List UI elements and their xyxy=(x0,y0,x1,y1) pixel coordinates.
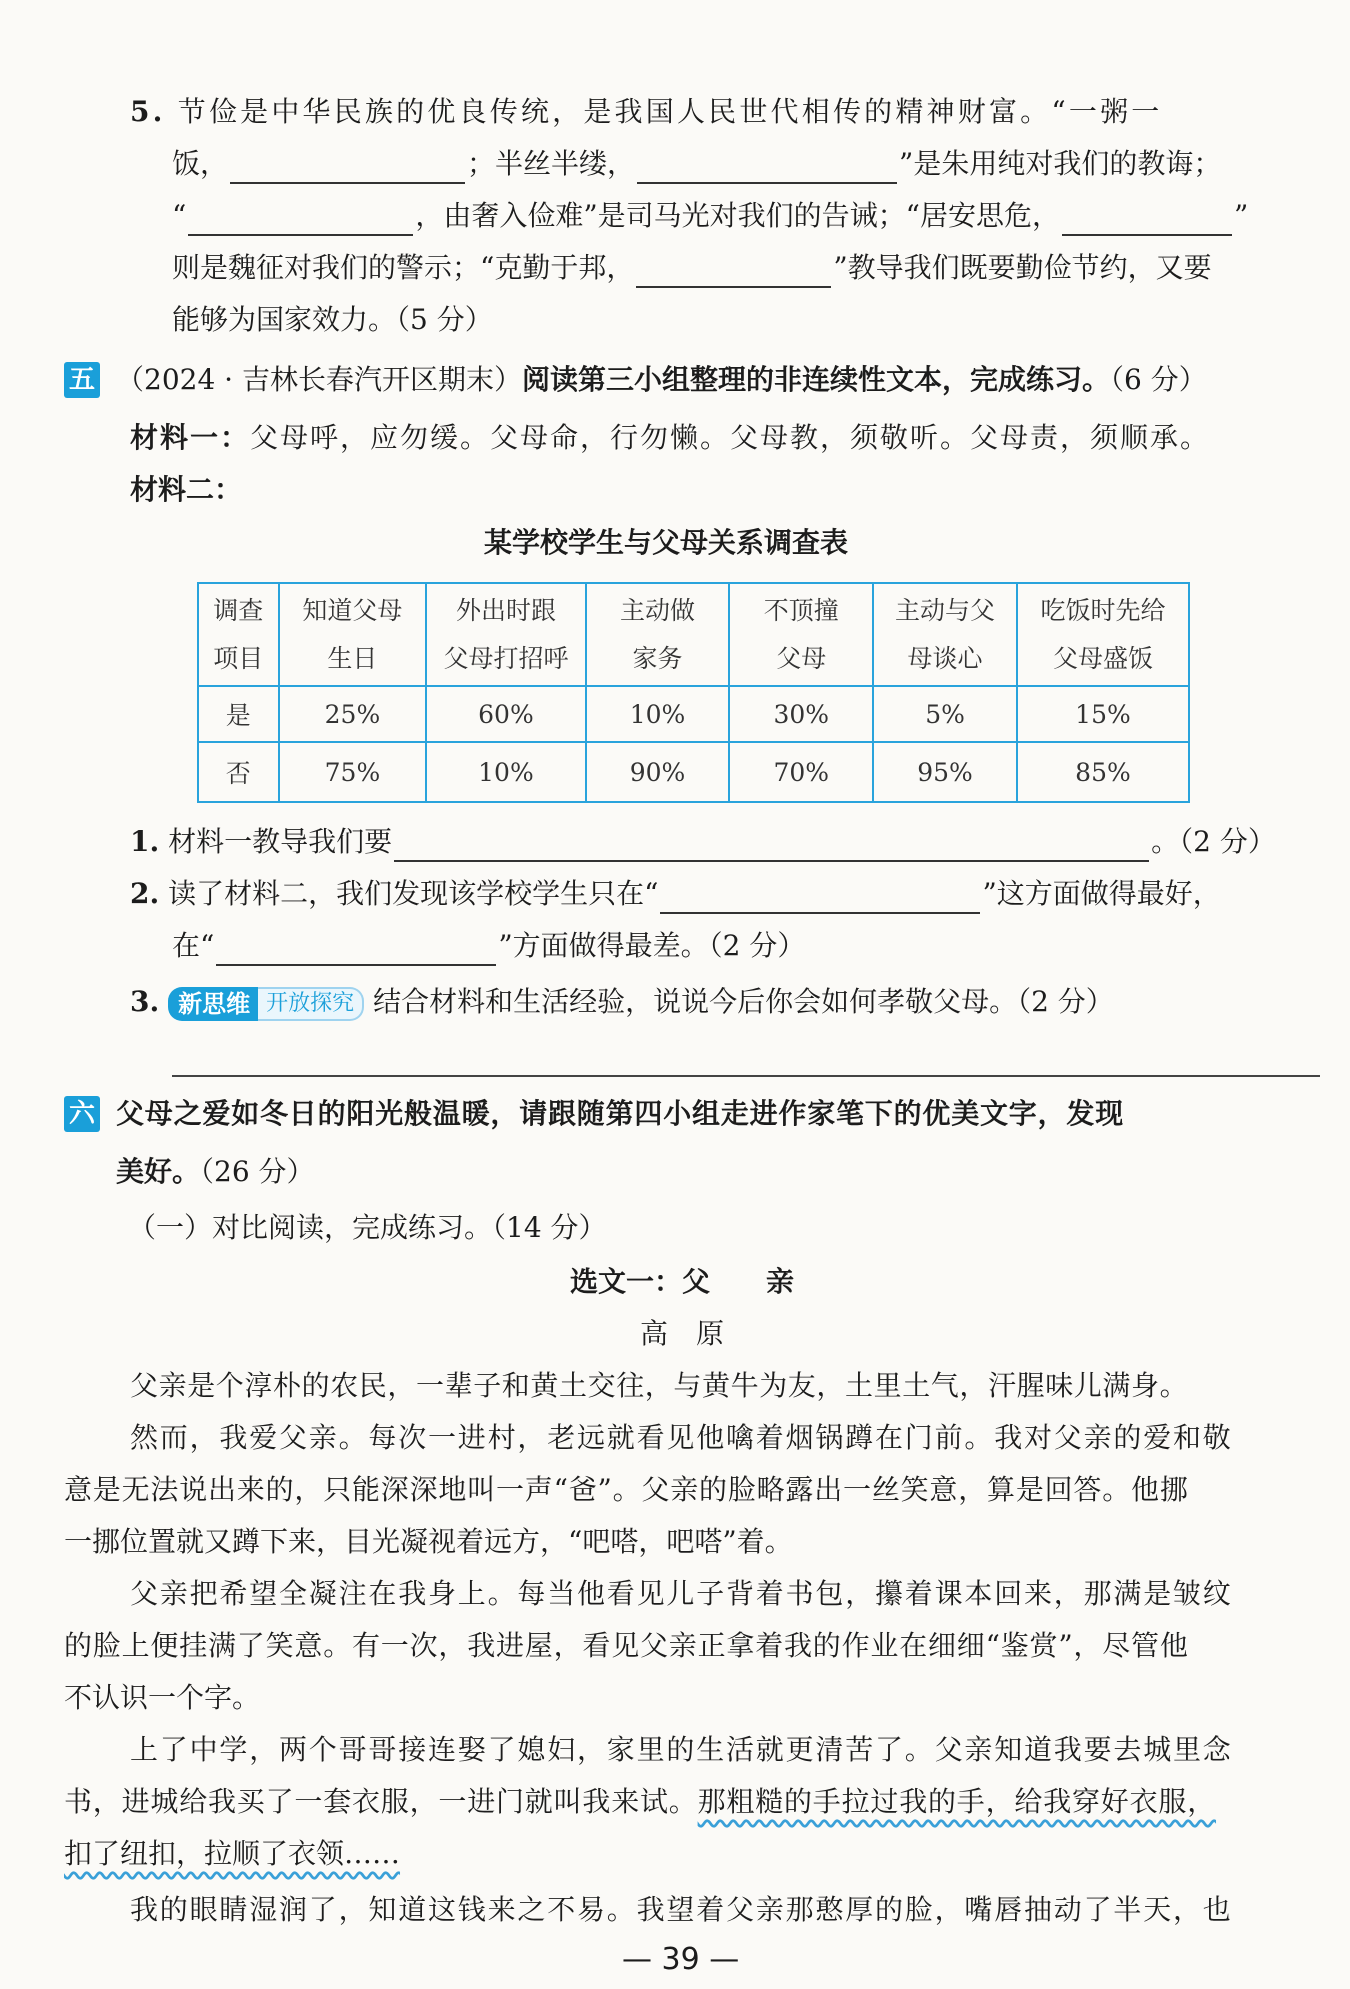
table-cell: 15% xyxy=(1017,686,1189,742)
paragraph-2-line-2: 意是无法说出来的，只能深深地叫一声“爸”。父亲的脸略露出一丝笑意，算是回答。他挪 xyxy=(64,1473,1189,1506)
page-number: — 39 — xyxy=(622,1942,740,1977)
open-explore-tag: 开放探究 xyxy=(258,987,364,1021)
section-6-title-line-2: 美好。（26 分） xyxy=(116,1155,315,1188)
new-thinking-tag: 新思维 xyxy=(168,987,258,1021)
section-5-title: （2024 · 吉林长春汽开区期末）阅读第三小组整理的非连续性文本，完成练习。（6 分） xyxy=(116,363,1207,396)
answer-blank[interactable] xyxy=(637,152,897,184)
article-title: 选文一：父 亲 xyxy=(570,1265,795,1298)
section-5-badge: 五 xyxy=(64,362,100,398)
table-cell: 85% xyxy=(1017,742,1189,802)
answer-blank[interactable] xyxy=(394,830,1149,862)
q5-line-4: 则是魏征对我们的警示；“克勤于邦， ”教导我们既要勤俭节约，又要 xyxy=(172,248,1212,288)
table-row-yes xyxy=(198,686,1189,742)
paragraph-5-line-1: 我的眼睛湿润了，知道这钱来之不易。我望着父亲那憨厚的脸，嘴唇抽动了半天，也 xyxy=(130,1893,1233,1926)
table-cell: 75% xyxy=(279,742,427,802)
table-cell: 10% xyxy=(586,686,730,742)
answer-blank[interactable] xyxy=(660,882,980,914)
table-cell: 95% xyxy=(873,742,1017,802)
paragraph-3-line-3: 不认识一个字。 xyxy=(64,1681,261,1714)
paragraph-4-line-3 xyxy=(64,1834,400,1874)
table-title: 某学校学生与父母关系调查表 xyxy=(484,526,849,559)
answer-blank[interactable] xyxy=(636,256,831,288)
survey-table xyxy=(197,582,1190,803)
table-cell: 是 xyxy=(198,686,279,742)
answer-line[interactable] xyxy=(172,1075,1320,1077)
section-6-badge: 六 xyxy=(64,1096,100,1132)
table-cell: 10% xyxy=(426,742,585,802)
section-6-title-line-1: 父母之爱如冬日的阳光般温暖，请跟随第四小组走进作家笔下的优美文字，发现 xyxy=(116,1097,1125,1130)
table-cell: 5% xyxy=(873,686,1017,742)
s5-question-2: 2. 读了材料二，我们发现该学校学生只在“ ”这方面做得最好， xyxy=(130,874,1221,914)
table-cell: 否 xyxy=(198,742,279,802)
table-header-cell: 吃饭时先给 父母盛饭 xyxy=(1017,583,1189,686)
q5-line-5: 能够为国家效力。（5 分） xyxy=(172,303,493,336)
table-header-cell: 不顶撞 父母 xyxy=(729,583,873,686)
paragraph-2-line-1: 然而，我爱父亲。每次一进村，老远就看见他噙着烟锅蹲在门前。我对父亲的爱和敬 xyxy=(130,1421,1233,1454)
table-cell: 25% xyxy=(279,686,427,742)
table-header-cell: 主动与父 母谈心 xyxy=(873,583,1017,686)
article-author: 高 原 xyxy=(640,1317,725,1350)
paragraph-2-line-3: 一挪位置就又蹲下来，目光凝视着远方，“吧嗒，吧嗒”着。 xyxy=(64,1525,793,1558)
paragraph-3-line-1: 父亲把希望全凝注在我身上。每当他看见儿子背着书包，攥着课本回来，那满是皱纹 xyxy=(130,1577,1233,1610)
answer-blank[interactable] xyxy=(1062,204,1232,236)
table-row-no xyxy=(198,742,1189,802)
table-header-row xyxy=(198,583,1189,686)
answer-blank[interactable] xyxy=(216,934,496,966)
paragraph-4-line-2: 书，进城给我买了一套衣服，一进门就叫我来试。那粗糙的手拉过我的手，给我穿好衣服， xyxy=(64,1785,1217,1818)
s5-question-1: 1. 材料一教导我们要 。（2 分） xyxy=(130,822,1276,862)
q5-line-3: “ ，由奢入俭难”是司马光对我们的告诫；“居安思危， ” xyxy=(172,196,1248,236)
paragraph-3-line-2: 的脸上便挂满了笑意。有一次，我进屋，看见父亲正拿着我的作业在细细“鉴赏”，尽管他 xyxy=(64,1629,1189,1662)
s5-question-3: 3. 新思维 开放探究 结合材料和生活经验，说说今后你会如何孝敬父母。（2 分） xyxy=(130,982,1114,1022)
table-header-cell: 主动做 家务 xyxy=(586,583,730,686)
answer-blank[interactable] xyxy=(188,204,413,236)
table-cell: 60% xyxy=(426,686,585,742)
table-header-cell: 调查 项目 xyxy=(198,583,279,686)
q5-number: 5. xyxy=(130,95,166,128)
answer-blank[interactable] xyxy=(230,152,465,184)
table-cell: 90% xyxy=(586,742,730,802)
q5-line-2: 饭， ；半丝半缕， ”是朱用纯对我们的教诲； xyxy=(172,144,1221,184)
wavy-underlined-sentence: 那粗糙的手拉过我的手，给我穿好衣服， xyxy=(697,1785,1217,1818)
paragraph-4-line-1: 上了中学，两个哥哥接连娶了媳妇，家里的生活就更清苦了。父亲知道我要去城里念 xyxy=(130,1733,1233,1766)
material-2-label: 材料二： xyxy=(130,473,243,506)
table-header-cell: 知道父母 生日 xyxy=(279,583,427,686)
table-cell: 70% xyxy=(729,742,873,802)
paragraph-1: 父亲是个淳朴的农民，一辈子和黄土交往，与黄牛为友，土里土气，汗腥味儿满身。 xyxy=(130,1369,1189,1402)
s5-question-2-cont: 在“ ”方面做得最差。（2 分） xyxy=(172,926,805,966)
comparison-reading-heading: （一）对比阅读，完成练习。（14 分） xyxy=(128,1211,607,1244)
table-cell: 30% xyxy=(729,686,873,742)
material-1: 材料一：父母呼，应勿缓。父母命，行勿懒。父母教，须敬听。父母责，须顺承。 xyxy=(130,421,1211,454)
wavy-underlined-sentence: 扣了纽扣，拉顺了衣领…… xyxy=(64,1837,401,1870)
table-header-cell: 外出时跟 父母打招呼 xyxy=(426,583,585,686)
q5-line-1: 5. 节俭是中华民族的优良传统，是我国人民世代相传的精神财富。“一粥一 xyxy=(130,95,1163,128)
